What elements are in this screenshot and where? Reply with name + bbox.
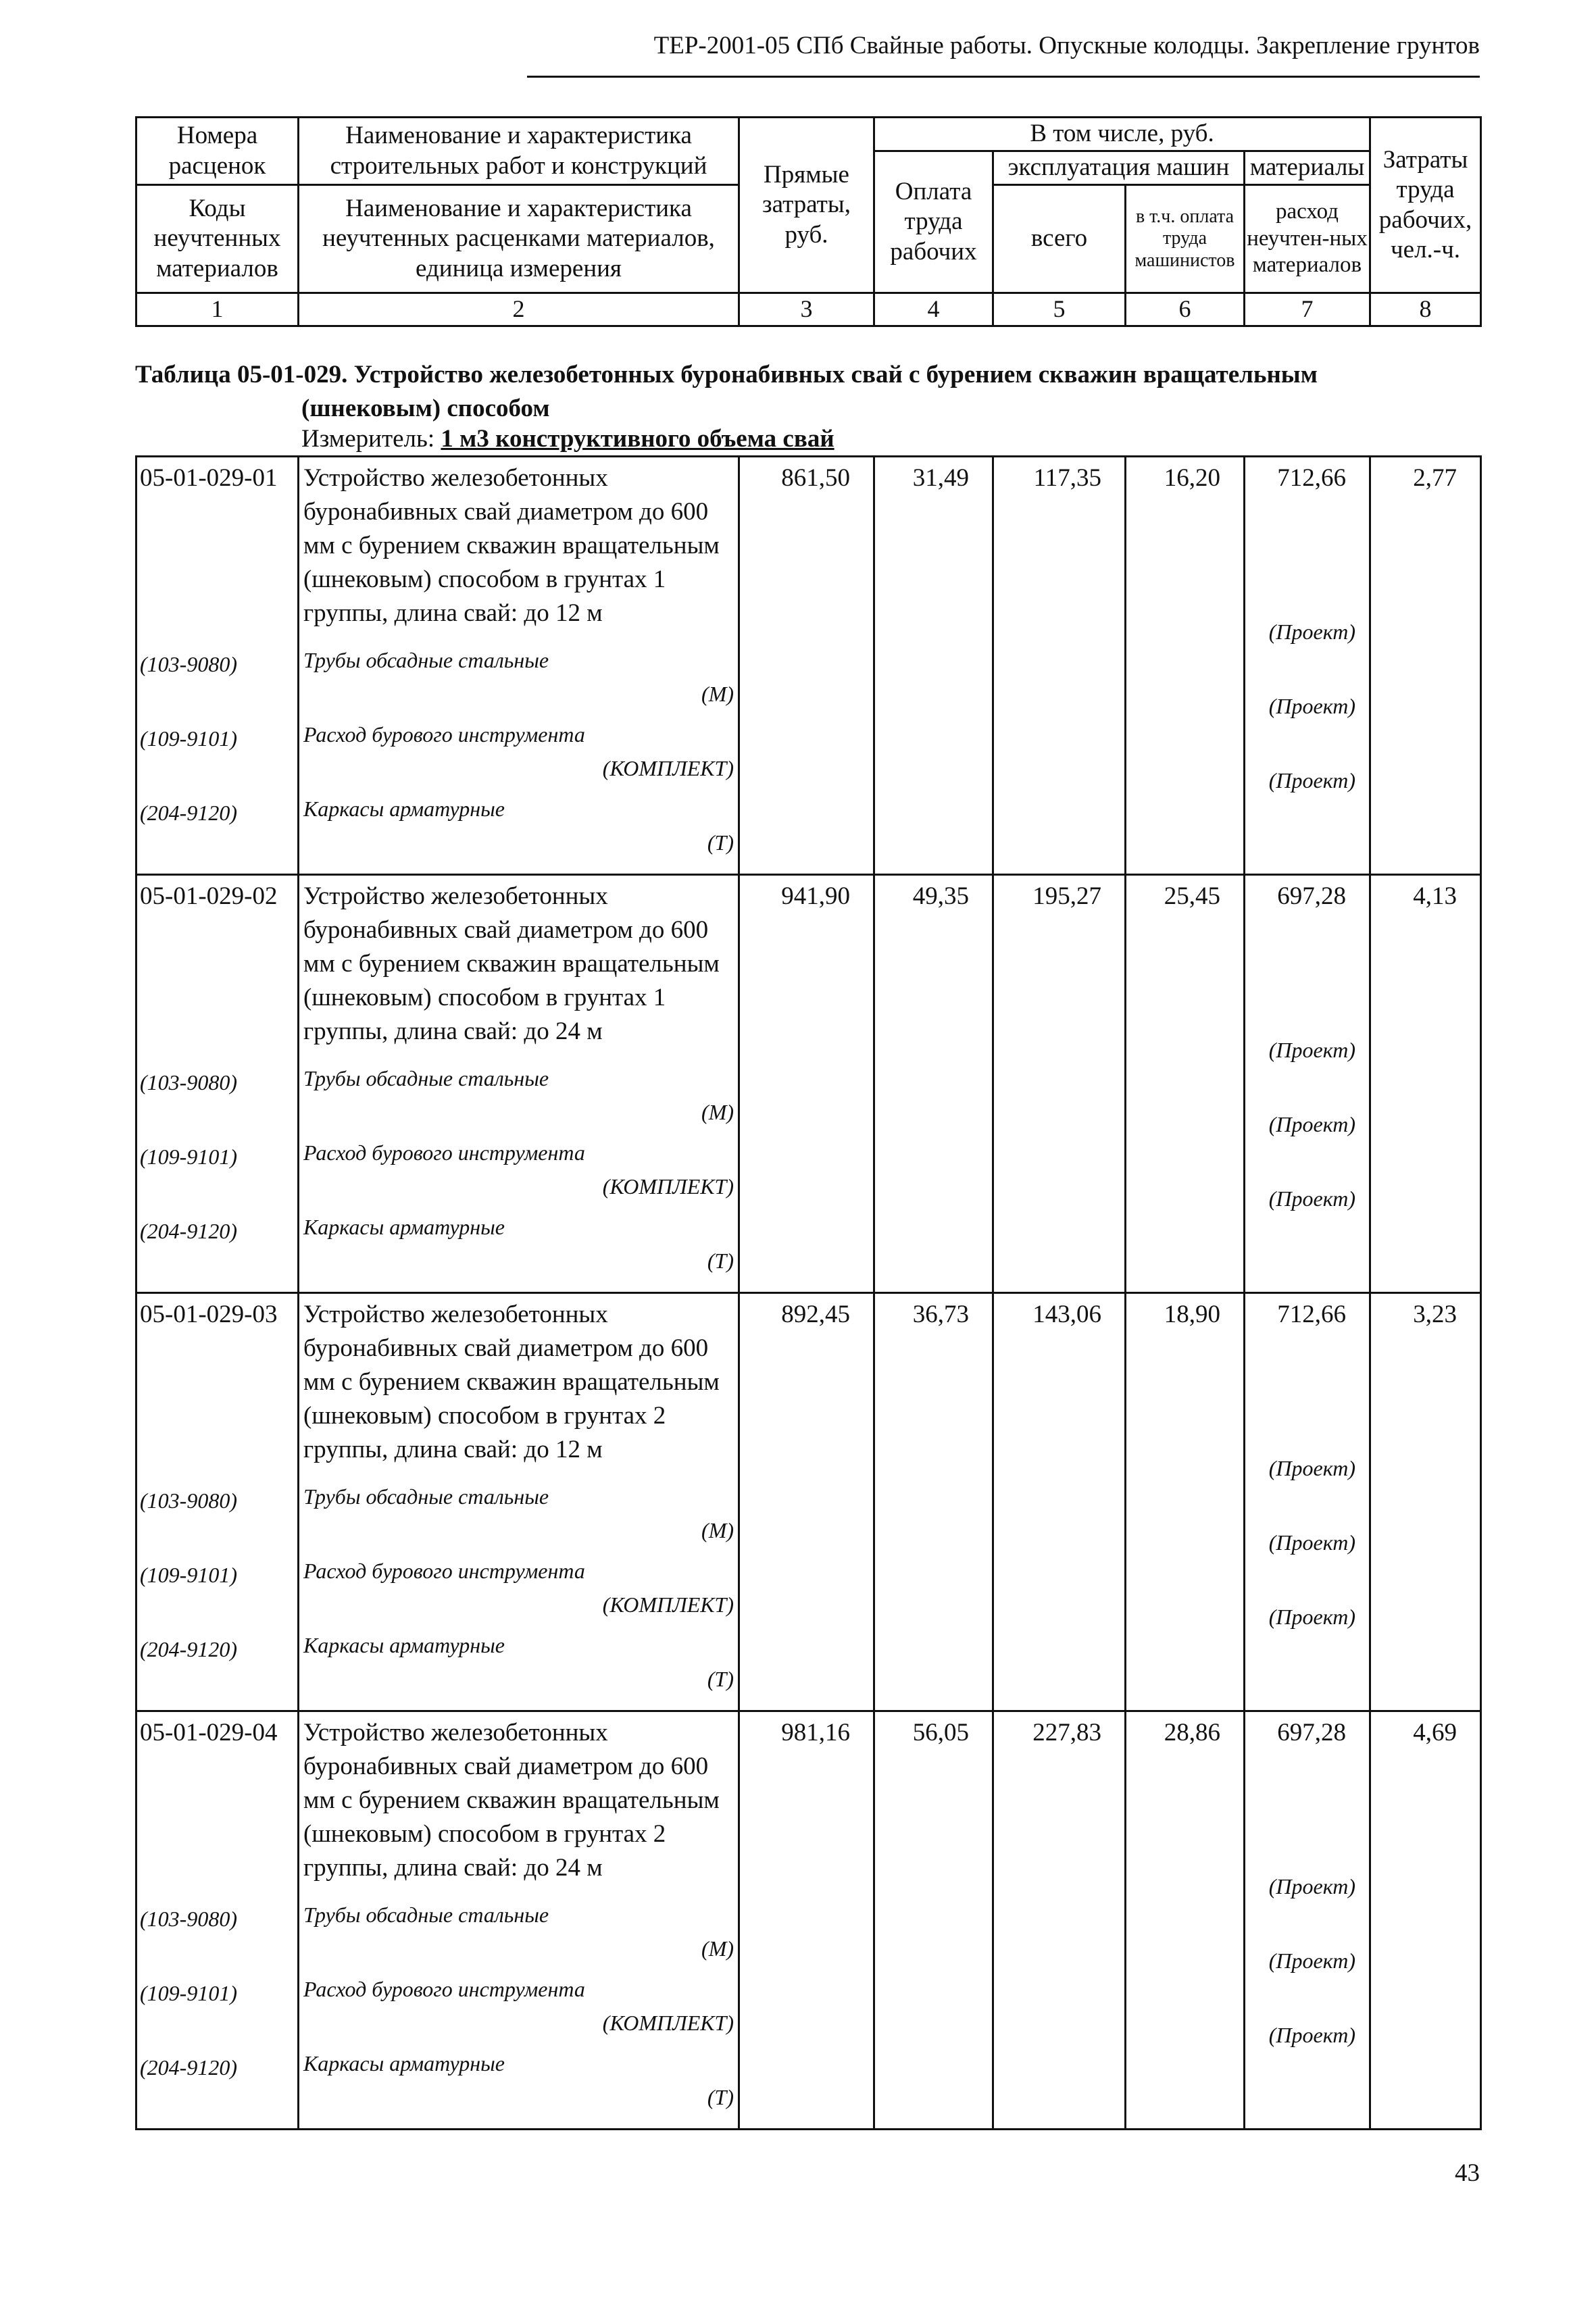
header-labor-pay: Оплата труда рабочих bbox=[874, 151, 993, 293]
rate-code: 05-01-029-01 bbox=[140, 464, 278, 492]
rate-row bbox=[136, 1711, 1481, 2130]
running-header: ТЕР-2001-05 СПб Свайные работы. Опускные колодцы. Закрепление грунтов bbox=[653, 32, 1480, 59]
rate-value: 28,86 bbox=[1164, 1719, 1220, 1746]
material-name: Трубы обсадные стальные bbox=[303, 1066, 549, 1090]
material-name: Каркасы арматурные bbox=[303, 797, 505, 821]
material-item bbox=[299, 1557, 738, 1632]
direct-costs-cell bbox=[739, 457, 874, 875]
material-code: (103-9080) bbox=[140, 1907, 237, 1931]
page-number: 43 bbox=[1455, 2159, 1480, 2187]
project-value: (Проект) bbox=[1268, 1874, 1355, 1898]
rate-code-cell bbox=[136, 1711, 299, 2130]
column-number: 5 bbox=[993, 293, 1126, 326]
column-header-table bbox=[135, 116, 1482, 327]
column-number: 7 bbox=[1245, 293, 1370, 326]
material-name: Трубы обсадные стальные bbox=[303, 648, 549, 672]
project-value: (Проект) bbox=[1268, 1456, 1355, 1480]
direct-costs-cell bbox=[739, 875, 874, 1293]
material-unit: (КОМПЛЕКТ) bbox=[602, 1174, 734, 1199]
rate-value: 143,06 bbox=[1032, 1301, 1101, 1328]
material-item bbox=[299, 647, 738, 721]
header-labor-costs: Затраты труда рабочих, чел.-ч. bbox=[1370, 118, 1481, 293]
unit-value: 1 м3 конструктивного объема свай bbox=[441, 425, 834, 453]
rate-name-cell bbox=[299, 1293, 739, 1711]
material-code: (103-9080) bbox=[140, 1070, 237, 1095]
column-number: 4 bbox=[874, 293, 993, 326]
rate-name-cell bbox=[299, 1711, 739, 2130]
rate-value: 712,66 bbox=[1277, 464, 1346, 492]
material-name: Каркасы арматурные bbox=[303, 1633, 505, 1657]
column-number: 3 bbox=[739, 293, 874, 326]
material-item bbox=[299, 1139, 738, 1213]
column-number: 1 bbox=[136, 293, 299, 326]
material-unit: (Т) bbox=[707, 2085, 734, 2109]
machinist-pay-cell bbox=[1126, 875, 1245, 1293]
material-code: (103-9080) bbox=[140, 1488, 237, 1513]
rate-name: Устройство железобетонных буронабивных свай диаметром до 600 мм с бурением скважин вращательным (шнековым) способом в грунтах 1 группы, длина свай: до 12 м bbox=[303, 464, 720, 627]
column-number: 8 bbox=[1370, 293, 1481, 326]
header-material-codes: Коды неучтенных материалов bbox=[136, 185, 299, 293]
header-rule bbox=[527, 76, 1480, 78]
rate-value: 4,13 bbox=[1413, 882, 1457, 910]
material-code: (109-9101) bbox=[140, 726, 237, 751]
header-materials: материалы bbox=[1245, 151, 1370, 185]
rate-row bbox=[136, 875, 1481, 1293]
rate-name: Устройство железобетонных буронабивных свай диаметром до 600 мм с бурением скважин вращательным (шнековым) способом в грунтах 1 группы, длина свай: до 24 м bbox=[303, 882, 720, 1045]
material-item bbox=[299, 795, 738, 870]
project-value: (Проект) bbox=[1268, 1948, 1355, 1973]
material-name: Расход бурового инструмента bbox=[303, 1559, 585, 1583]
rate-value: 941,90 bbox=[781, 882, 850, 910]
material-unit: (Т) bbox=[707, 1667, 734, 1691]
material-code: (204-9120) bbox=[140, 1219, 237, 1243]
materials-cell bbox=[1245, 875, 1370, 1293]
direct-costs-cell bbox=[739, 1711, 874, 2130]
header-work-name: Наименование и характеристика строительных работ и конструкций bbox=[299, 118, 739, 185]
labor-hours-cell bbox=[1370, 1711, 1481, 2130]
rate-value: 712,66 bbox=[1277, 1301, 1346, 1328]
labor-pay-cell bbox=[874, 1711, 993, 2130]
machines-cell bbox=[993, 1293, 1126, 1711]
rate-value: 117,35 bbox=[1033, 464, 1101, 492]
project-value: (Проект) bbox=[1268, 694, 1355, 718]
project-value: (Проект) bbox=[1268, 1186, 1355, 1211]
machines-cell bbox=[993, 875, 1126, 1293]
rate-value: 892,45 bbox=[781, 1301, 850, 1328]
labor-pay-cell bbox=[874, 1293, 993, 1711]
project-value: (Проект) bbox=[1268, 2023, 1355, 2047]
project-value: (Проект) bbox=[1268, 1112, 1355, 1136]
rate-code-cell bbox=[136, 875, 299, 1293]
material-unit: (КОМПЛЕКТ) bbox=[602, 1592, 734, 1617]
material-unit: (КОМПЛЕКТ) bbox=[602, 756, 734, 780]
material-item bbox=[299, 1901, 738, 1976]
material-unit: (М) bbox=[701, 1518, 734, 1542]
materials-cell bbox=[1245, 1711, 1370, 2130]
header-material-names: Наименование и характеристика неучтенных расценками материалов, единица измерения bbox=[299, 185, 739, 293]
rate-value: 56,05 bbox=[912, 1719, 969, 1746]
rate-name-cell bbox=[299, 875, 739, 1293]
rate-name: Устройство железобетонных буронабивных свай диаметром до 600 мм с бурением скважин вращательным (шнековым) способом в грунтах 2 группы, длина свай: до 12 м bbox=[303, 1301, 720, 1463]
material-unit: (М) bbox=[701, 1100, 734, 1124]
rate-value: 36,73 bbox=[912, 1301, 969, 1328]
table-title bbox=[135, 358, 1480, 426]
rate-code: 05-01-029-03 bbox=[140, 1301, 278, 1328]
material-name: Трубы обсадные стальные bbox=[303, 1903, 549, 1927]
unit-line bbox=[301, 424, 834, 454]
rate-value: 4,69 bbox=[1413, 1719, 1457, 1746]
material-code: (204-9120) bbox=[140, 2055, 237, 2080]
rate-name: Устройство железобетонных буронабивных свай диаметром до 600 мм с бурением скважин вращательным (шнековым) способом в грунтах 2 группы, длина свай: до 24 м bbox=[303, 1719, 720, 1882]
rate-value: 25,45 bbox=[1164, 882, 1220, 910]
project-value: (Проект) bbox=[1268, 1530, 1355, 1555]
unit-label: Измеритель: bbox=[301, 425, 435, 453]
rate-row bbox=[136, 1293, 1481, 1711]
material-name: Трубы обсадные стальные bbox=[303, 1484, 549, 1509]
materials-cell bbox=[1245, 1293, 1370, 1711]
labor-hours-cell bbox=[1370, 875, 1481, 1293]
header-rate-numbers: Номера расценок bbox=[136, 118, 299, 185]
material-name: Каркасы арматурные bbox=[303, 2051, 505, 2076]
labor-pay-cell bbox=[874, 875, 993, 1293]
material-unit: (Т) bbox=[707, 1249, 734, 1273]
material-code: (109-9101) bbox=[140, 1145, 237, 1169]
material-code: (204-9120) bbox=[140, 1637, 237, 1661]
rate-value: 195,27 bbox=[1032, 882, 1101, 910]
direct-costs-cell bbox=[739, 1293, 874, 1711]
rate-value: 49,35 bbox=[912, 882, 969, 910]
material-item bbox=[299, 1213, 738, 1288]
material-code: (109-9101) bbox=[140, 1563, 237, 1587]
material-name: Расход бурового инструмента bbox=[303, 1140, 585, 1165]
header-direct-costs: Прямые затраты, руб. bbox=[739, 118, 874, 293]
material-item bbox=[299, 2050, 738, 2124]
materials-cell bbox=[1245, 457, 1370, 875]
material-item bbox=[299, 1632, 738, 1706]
machinist-pay-cell bbox=[1126, 1711, 1245, 2130]
labor-hours-cell bbox=[1370, 1293, 1481, 1711]
material-item bbox=[299, 1483, 738, 1557]
rate-code: 05-01-029-04 bbox=[140, 1719, 278, 1746]
header-machines-total: всего bbox=[993, 185, 1126, 293]
material-item bbox=[299, 721, 738, 795]
project-value: (Проект) bbox=[1268, 1605, 1355, 1629]
header-unaccounted-materials: расход неучтен-ных материалов bbox=[1245, 185, 1370, 293]
header-machine-operation: эксплуатация машин bbox=[993, 151, 1245, 185]
labor-pay-cell bbox=[874, 457, 993, 875]
table-title-line1: Таблица 05-01-029. Устройство железобетонных буронабивных свай с бурением скважин вращательным bbox=[135, 361, 1318, 388]
rates-table bbox=[135, 455, 1482, 2130]
material-item bbox=[299, 1065, 738, 1139]
machines-cell bbox=[993, 1711, 1126, 2130]
rate-value: 2,77 bbox=[1413, 464, 1457, 492]
rate-value: 3,23 bbox=[1413, 1301, 1457, 1328]
project-value: (Проект) bbox=[1268, 768, 1355, 793]
rate-value: 697,28 bbox=[1277, 882, 1346, 910]
project-value: (Проект) bbox=[1268, 620, 1355, 644]
rate-value: 31,49 bbox=[912, 464, 969, 492]
rate-value: 861,50 bbox=[781, 464, 850, 492]
material-unit: (М) bbox=[701, 682, 734, 706]
column-number: 6 bbox=[1126, 293, 1245, 326]
rate-code-cell bbox=[136, 1293, 299, 1711]
column-number: 2 bbox=[299, 293, 739, 326]
rate-name-cell bbox=[299, 457, 739, 875]
material-code: (204-9120) bbox=[140, 801, 237, 825]
material-unit: (Т) bbox=[707, 830, 734, 855]
rate-row bbox=[136, 457, 1481, 875]
rate-code: 05-01-029-02 bbox=[140, 882, 278, 910]
rate-value: 16,20 bbox=[1164, 464, 1220, 492]
header-including: В том числе, руб. bbox=[874, 118, 1370, 151]
material-name: Каркасы арматурные bbox=[303, 1215, 505, 1239]
header-machinist-pay: в т.ч. оплата труда машинистов bbox=[1126, 185, 1245, 293]
rate-code-cell bbox=[136, 457, 299, 875]
machines-cell bbox=[993, 457, 1126, 875]
labor-hours-cell bbox=[1370, 457, 1481, 875]
rate-value: 981,16 bbox=[781, 1719, 850, 1746]
table-title-line2: (шнековым) способом bbox=[301, 395, 550, 422]
rate-value: 18,90 bbox=[1164, 1301, 1220, 1328]
material-name: Расход бурового инструмента bbox=[303, 722, 585, 747]
machinist-pay-cell bbox=[1126, 457, 1245, 875]
rate-value: 227,83 bbox=[1032, 1719, 1101, 1746]
material-code: (109-9101) bbox=[140, 1981, 237, 2005]
material-unit: (М) bbox=[701, 1936, 734, 1961]
material-code: (103-9080) bbox=[140, 652, 237, 676]
machinist-pay-cell bbox=[1126, 1293, 1245, 1711]
material-item bbox=[299, 1976, 738, 2050]
project-value: (Проект) bbox=[1268, 1038, 1355, 1062]
material-name: Расход бурового инструмента bbox=[303, 1977, 585, 2001]
rate-value: 697,28 bbox=[1277, 1719, 1346, 1746]
material-unit: (КОМПЛЕКТ) bbox=[602, 2011, 734, 2035]
